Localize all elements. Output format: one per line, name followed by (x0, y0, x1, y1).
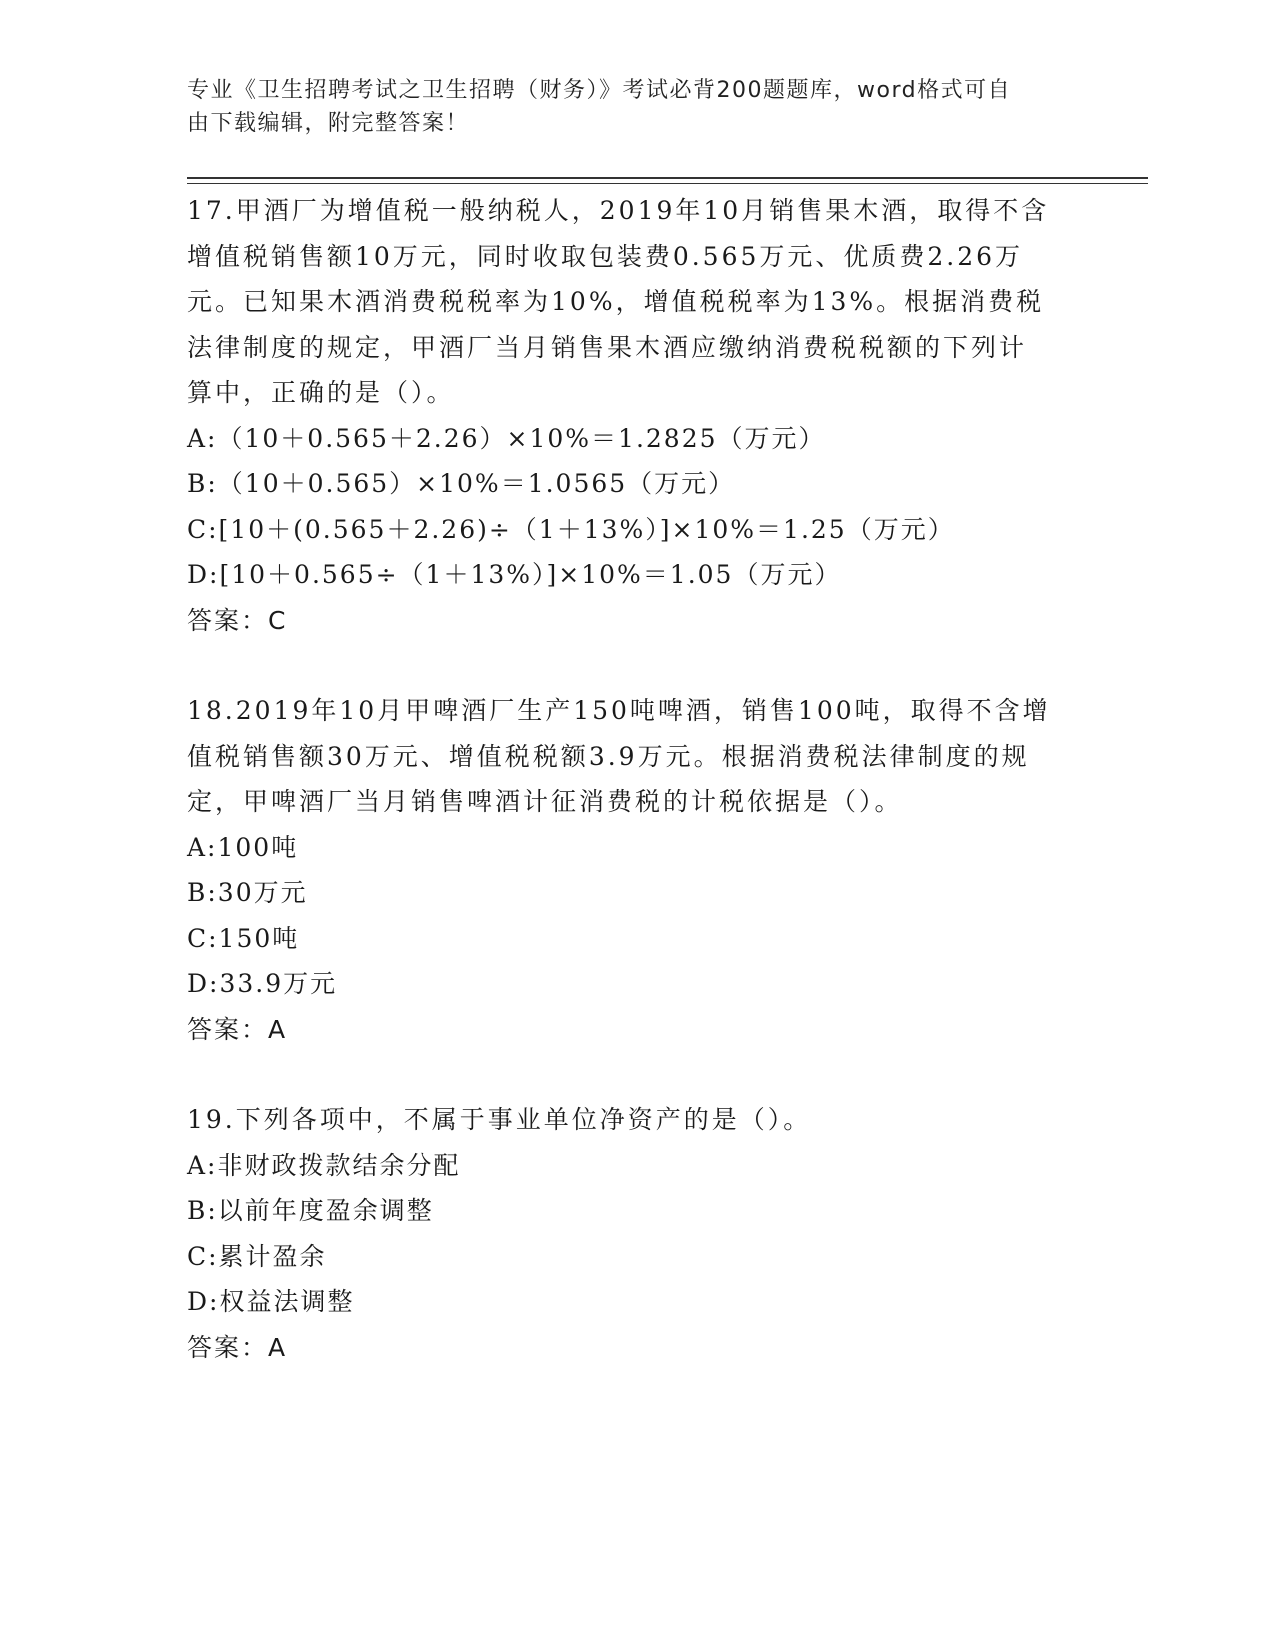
question-stem-line: 19.下列各项中，不属于事业单位净资产的是（）。 (187, 1105, 812, 1134)
option-b: B:30万元 (187, 878, 308, 907)
option-d: D:33.9万元 (187, 969, 338, 998)
option-c: C:累计盈余 (187, 1241, 327, 1271)
question-18 (187, 688, 1077, 1052)
option-d: D:[10＋0.565÷（1＋13%）]×10%＝1.05（万元） (187, 560, 842, 589)
option-c: C:[10＋(0.565＋2.26)÷（1＋13%）]×10%＝1.25（万元） (187, 514, 955, 544)
question-stem-line: 值税销售额30万元、增值税税额3.9万元。根据消费税法律制度的规 (187, 741, 1030, 771)
answer: 答案：A (187, 1014, 288, 1044)
document-header (187, 74, 1067, 140)
answer: 答案：C (187, 605, 288, 635)
question-stem-line: 增值税销售额10万元，同时收取包装费0.565万元、优质费2.26万 (187, 241, 1024, 271)
question-stem-line: 算中，正确的是（）。 (187, 378, 455, 407)
question-stem-line: 17.甲酒厂为增值税一般纳税人，2019年10月销售果木酒，取得不含 (187, 196, 1050, 225)
question-stem-line: 元。已知果木酒消费税税率为10%，增值税税率为13%。根据消费税 (187, 287, 1045, 316)
option-b: B:（10＋0.565）×10%＝1.0565（万元） (187, 469, 736, 498)
option-a: A:（10＋0.565＋2.26）×10%＝1.2825（万元） (187, 423, 826, 453)
option-c: C:150吨 (187, 923, 300, 953)
option-a: A:100吨 (187, 832, 299, 862)
question-19 (187, 1097, 1077, 1370)
header-line: 专业《卫生招聘考试之卫生招聘（财务）》考试必背200题题库，word格式可自 (187, 78, 1012, 103)
question-17 (187, 188, 1077, 643)
answer: 答案：A (187, 1332, 288, 1362)
header-divider-secondary (187, 183, 1148, 184)
option-d: D:权益法调整 (187, 1287, 355, 1316)
question-stem-line: 定，甲啤酒厂当月销售啤酒计征消费税的计税依据是（）。 (187, 787, 903, 816)
question-stem-line: 18.2019年10月甲啤酒厂生产150吨啤酒，销售100吨，取得不含增 (187, 696, 1051, 725)
header-divider (187, 177, 1148, 179)
header-line: 由下载编辑，附完整答案！ (187, 111, 470, 136)
option-a: A:非财政拨款结余分配 (187, 1150, 461, 1180)
option-b: B:以前年度盈余调整 (187, 1196, 434, 1225)
question-stem-line: 法律制度的规定，甲酒厂当月销售果木酒应缴纳消费税税额的下列计 (187, 332, 1028, 362)
